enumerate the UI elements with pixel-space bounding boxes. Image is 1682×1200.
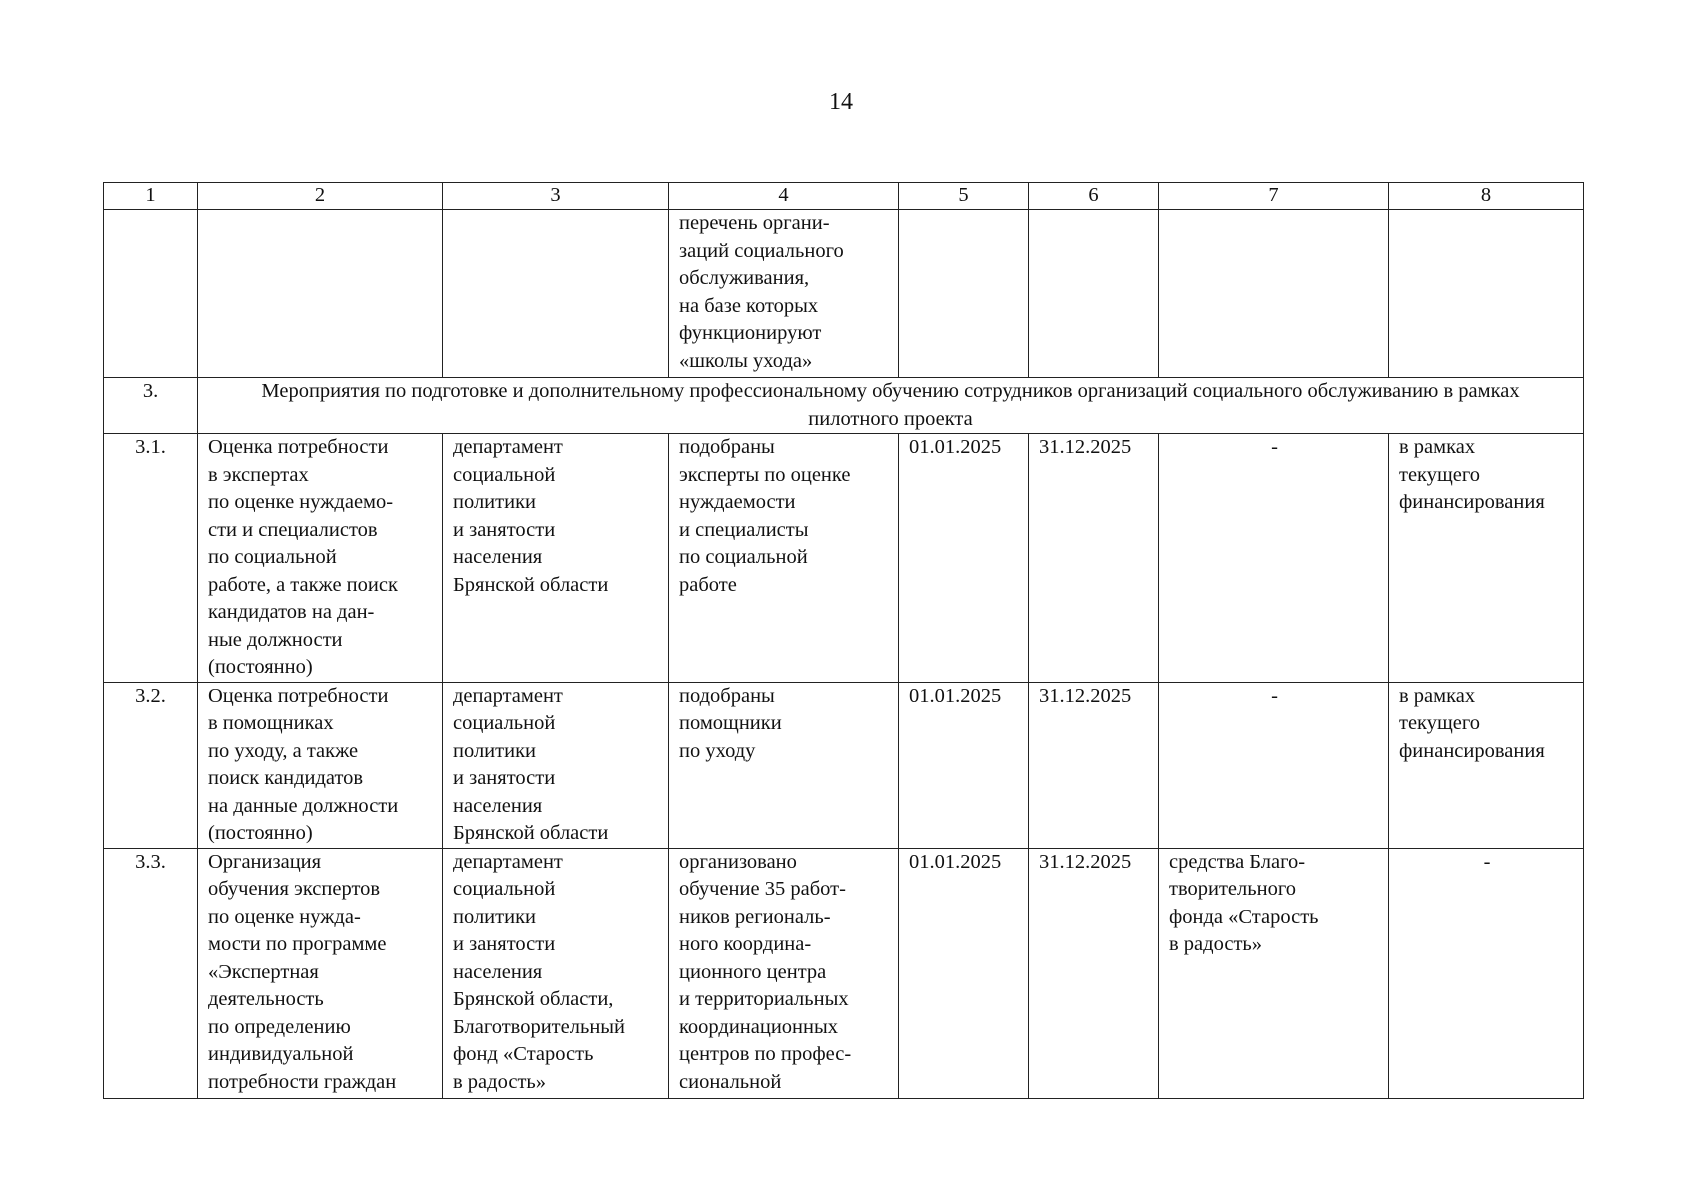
- cell-line: ционного центра: [679, 960, 827, 983]
- cell-line: эксперты по оценке: [679, 463, 851, 486]
- cell-line: индивидуальной: [208, 1043, 354, 1065]
- cell-line: ного координа-: [679, 933, 812, 955]
- cell-line: Благотворительный: [453, 1015, 626, 1038]
- cell-note: [1389, 682, 1584, 848]
- cell-line: на базе которых: [679, 294, 819, 317]
- cell-line: организовано: [679, 850, 797, 873]
- cell-line: текущего: [1399, 463, 1481, 486]
- cell-end-date: 31.12.2025: [1029, 848, 1159, 1098]
- cell-line: в помощниках: [208, 712, 334, 734]
- cell-line: социальной: [453, 463, 556, 486]
- cell-line: социальной: [453, 878, 556, 900]
- cell-line: функционируют: [679, 322, 822, 344]
- cell-line: обучения экспертов: [208, 878, 381, 900]
- section-title: Мероприятия по подготовке и дополнительному профессиональному обучению сотрудников организаций социального обслуживанию в рамках пилотного проекта: [198, 378, 1584, 434]
- cell-line: (постоянно): [208, 656, 313, 678]
- cell-line: и территориальных: [679, 988, 849, 1010]
- cell-line: социальной: [453, 712, 556, 734]
- section-row: [104, 378, 1584, 434]
- cell-number: 3.1.: [104, 434, 198, 683]
- cell-activity: [198, 434, 443, 683]
- cell-line: населения: [453, 794, 543, 817]
- cell-empty: [899, 210, 1029, 378]
- cell-line: перечень органи-: [679, 212, 830, 234]
- cell-line: подобраны: [679, 436, 775, 458]
- cell-result: [669, 434, 899, 683]
- cell-line: в рамках: [1399, 436, 1476, 458]
- cell-line: департамент: [453, 850, 563, 873]
- cell-line: подобраны: [679, 684, 775, 707]
- column-header: 4: [669, 183, 899, 210]
- cell-line: и занятости: [453, 767, 556, 789]
- cell-funding-source: [1159, 848, 1389, 1098]
- cell-line: на данные должности: [208, 794, 399, 817]
- cell-line: Брянской области: [453, 573, 609, 596]
- cell-line: населения: [453, 960, 543, 983]
- column-header: 3: [443, 183, 669, 210]
- plan-table: [103, 182, 1584, 1099]
- cell-line: финансирования: [1399, 739, 1545, 762]
- column-header: 1: [104, 183, 198, 210]
- cell-line: ные должности: [208, 628, 343, 651]
- cell-line: потребности граждан: [208, 1070, 397, 1093]
- cell-start-date: 01.01.2025: [899, 682, 1029, 848]
- cell-start-date: 01.01.2025: [899, 848, 1029, 1098]
- cell-line: работе: [679, 573, 737, 596]
- cell-number: 3.2.: [104, 682, 198, 848]
- cell-line: нуждаемости: [679, 491, 796, 513]
- cell-funding-source: [1159, 682, 1389, 848]
- cell-line: по уходу: [679, 739, 756, 762]
- cell-empty: [443, 210, 669, 378]
- cell-line: «школы ухода»: [679, 349, 813, 372]
- section-number: 3.: [104, 378, 198, 434]
- cell-end-date: 31.12.2025: [1029, 434, 1159, 683]
- cell-note: [1389, 848, 1584, 1098]
- cell-line: и занятости: [453, 518, 556, 541]
- cell-line: и специалисты: [679, 518, 809, 541]
- cell-line: департамент: [453, 684, 563, 707]
- cell-line: по определению: [208, 1015, 351, 1038]
- cell-line: по оценке нуждаемо-: [208, 491, 394, 513]
- page-number: 14: [829, 89, 853, 115]
- cell-line: центров по профес-: [679, 1043, 852, 1065]
- cell-line: -: [1271, 436, 1278, 458]
- cell-line: сти и специалистов: [208, 518, 378, 541]
- table-row: [104, 682, 1584, 848]
- cell-responsible: [443, 682, 669, 848]
- cell-end-date: 31.12.2025: [1029, 682, 1159, 848]
- cell-line: средства Благо-: [1169, 850, 1306, 873]
- cell-line: по социальной: [679, 546, 808, 568]
- cell-line: фонда «Старость: [1169, 905, 1319, 928]
- cell-result: [669, 848, 899, 1098]
- cell-line: в рамках: [1399, 684, 1476, 707]
- cell-line: по оценке нужда-: [208, 905, 361, 928]
- cell-line: по социальной: [208, 546, 337, 568]
- cell-line: в радость»: [453, 1070, 547, 1093]
- cell-line: в экспертах: [208, 463, 309, 486]
- column-header: 6: [1029, 183, 1159, 210]
- continuation-row: [104, 210, 1584, 378]
- column-header: 5: [899, 183, 1029, 210]
- cell-activity: [198, 682, 443, 848]
- cell-activity: [198, 848, 443, 1098]
- cell-line: населения: [453, 546, 543, 568]
- cell-note: [1389, 434, 1584, 683]
- cell-empty: [198, 210, 443, 378]
- column-header: 7: [1159, 183, 1389, 210]
- cell-line: ников региональ-: [679, 905, 831, 928]
- cell-empty: [104, 210, 198, 378]
- cell-line: Брянской области,: [453, 988, 614, 1010]
- cell-line: и занятости: [453, 933, 556, 955]
- cell-line: Оценка потребности: [208, 684, 389, 707]
- cell-line: мости по программе: [208, 933, 387, 955]
- cell-line: работе, а также поиск: [208, 573, 398, 596]
- cell-empty: [1389, 210, 1584, 378]
- cell-line: поиск кандидатов: [208, 767, 364, 789]
- cell-line: политики: [453, 905, 537, 928]
- cell-responsible: [443, 848, 669, 1098]
- column-header: 8: [1389, 183, 1584, 210]
- cell-line: фонд «Старость: [453, 1043, 594, 1065]
- cell-line: текущего: [1399, 712, 1481, 734]
- cell-line: -: [1483, 850, 1491, 873]
- cell-line: Оценка потребности: [208, 436, 389, 458]
- cell-line: координационных: [679, 1015, 839, 1038]
- cell-line: политики: [453, 739, 537, 762]
- cell-line: политики: [453, 491, 537, 513]
- cell-responsible: [443, 434, 669, 683]
- cell-line: Брянской области: [453, 822, 609, 844]
- cell-line: деятельность: [208, 988, 324, 1010]
- cell-empty: [1159, 210, 1389, 378]
- cell-line: «Экспертная: [208, 960, 319, 983]
- cell-empty: [1029, 210, 1159, 378]
- cell-line: помощники: [679, 712, 782, 734]
- table-row: [104, 434, 1584, 683]
- cell-line: кандидатов на дан-: [208, 601, 375, 623]
- cell-result: [669, 682, 899, 848]
- cell-line: заций социального: [679, 239, 844, 262]
- cell-result: [669, 210, 899, 378]
- cell-start-date: 01.01.2025: [899, 434, 1029, 683]
- cell-line: Организация: [208, 850, 322, 873]
- cell-number: 3.3.: [104, 848, 198, 1098]
- cell-line: сиональной: [679, 1070, 782, 1093]
- cell-line: -: [1271, 684, 1278, 707]
- column-number-row: [104, 183, 1584, 210]
- cell-line: (постоянно): [208, 822, 313, 844]
- cell-line: в радость»: [1169, 933, 1263, 955]
- cell-line: обучение 35 работ-: [679, 878, 846, 900]
- cell-line: обслуживания,: [679, 267, 810, 289]
- cell-line: департамент: [453, 436, 563, 458]
- cell-line: по уходу, а также: [208, 739, 359, 762]
- cell-line: творительного: [1169, 878, 1296, 900]
- cell-line: финансирования: [1399, 491, 1545, 513]
- column-header: 2: [198, 183, 443, 210]
- table-row: [104, 848, 1584, 1098]
- cell-funding-source: [1159, 434, 1389, 683]
